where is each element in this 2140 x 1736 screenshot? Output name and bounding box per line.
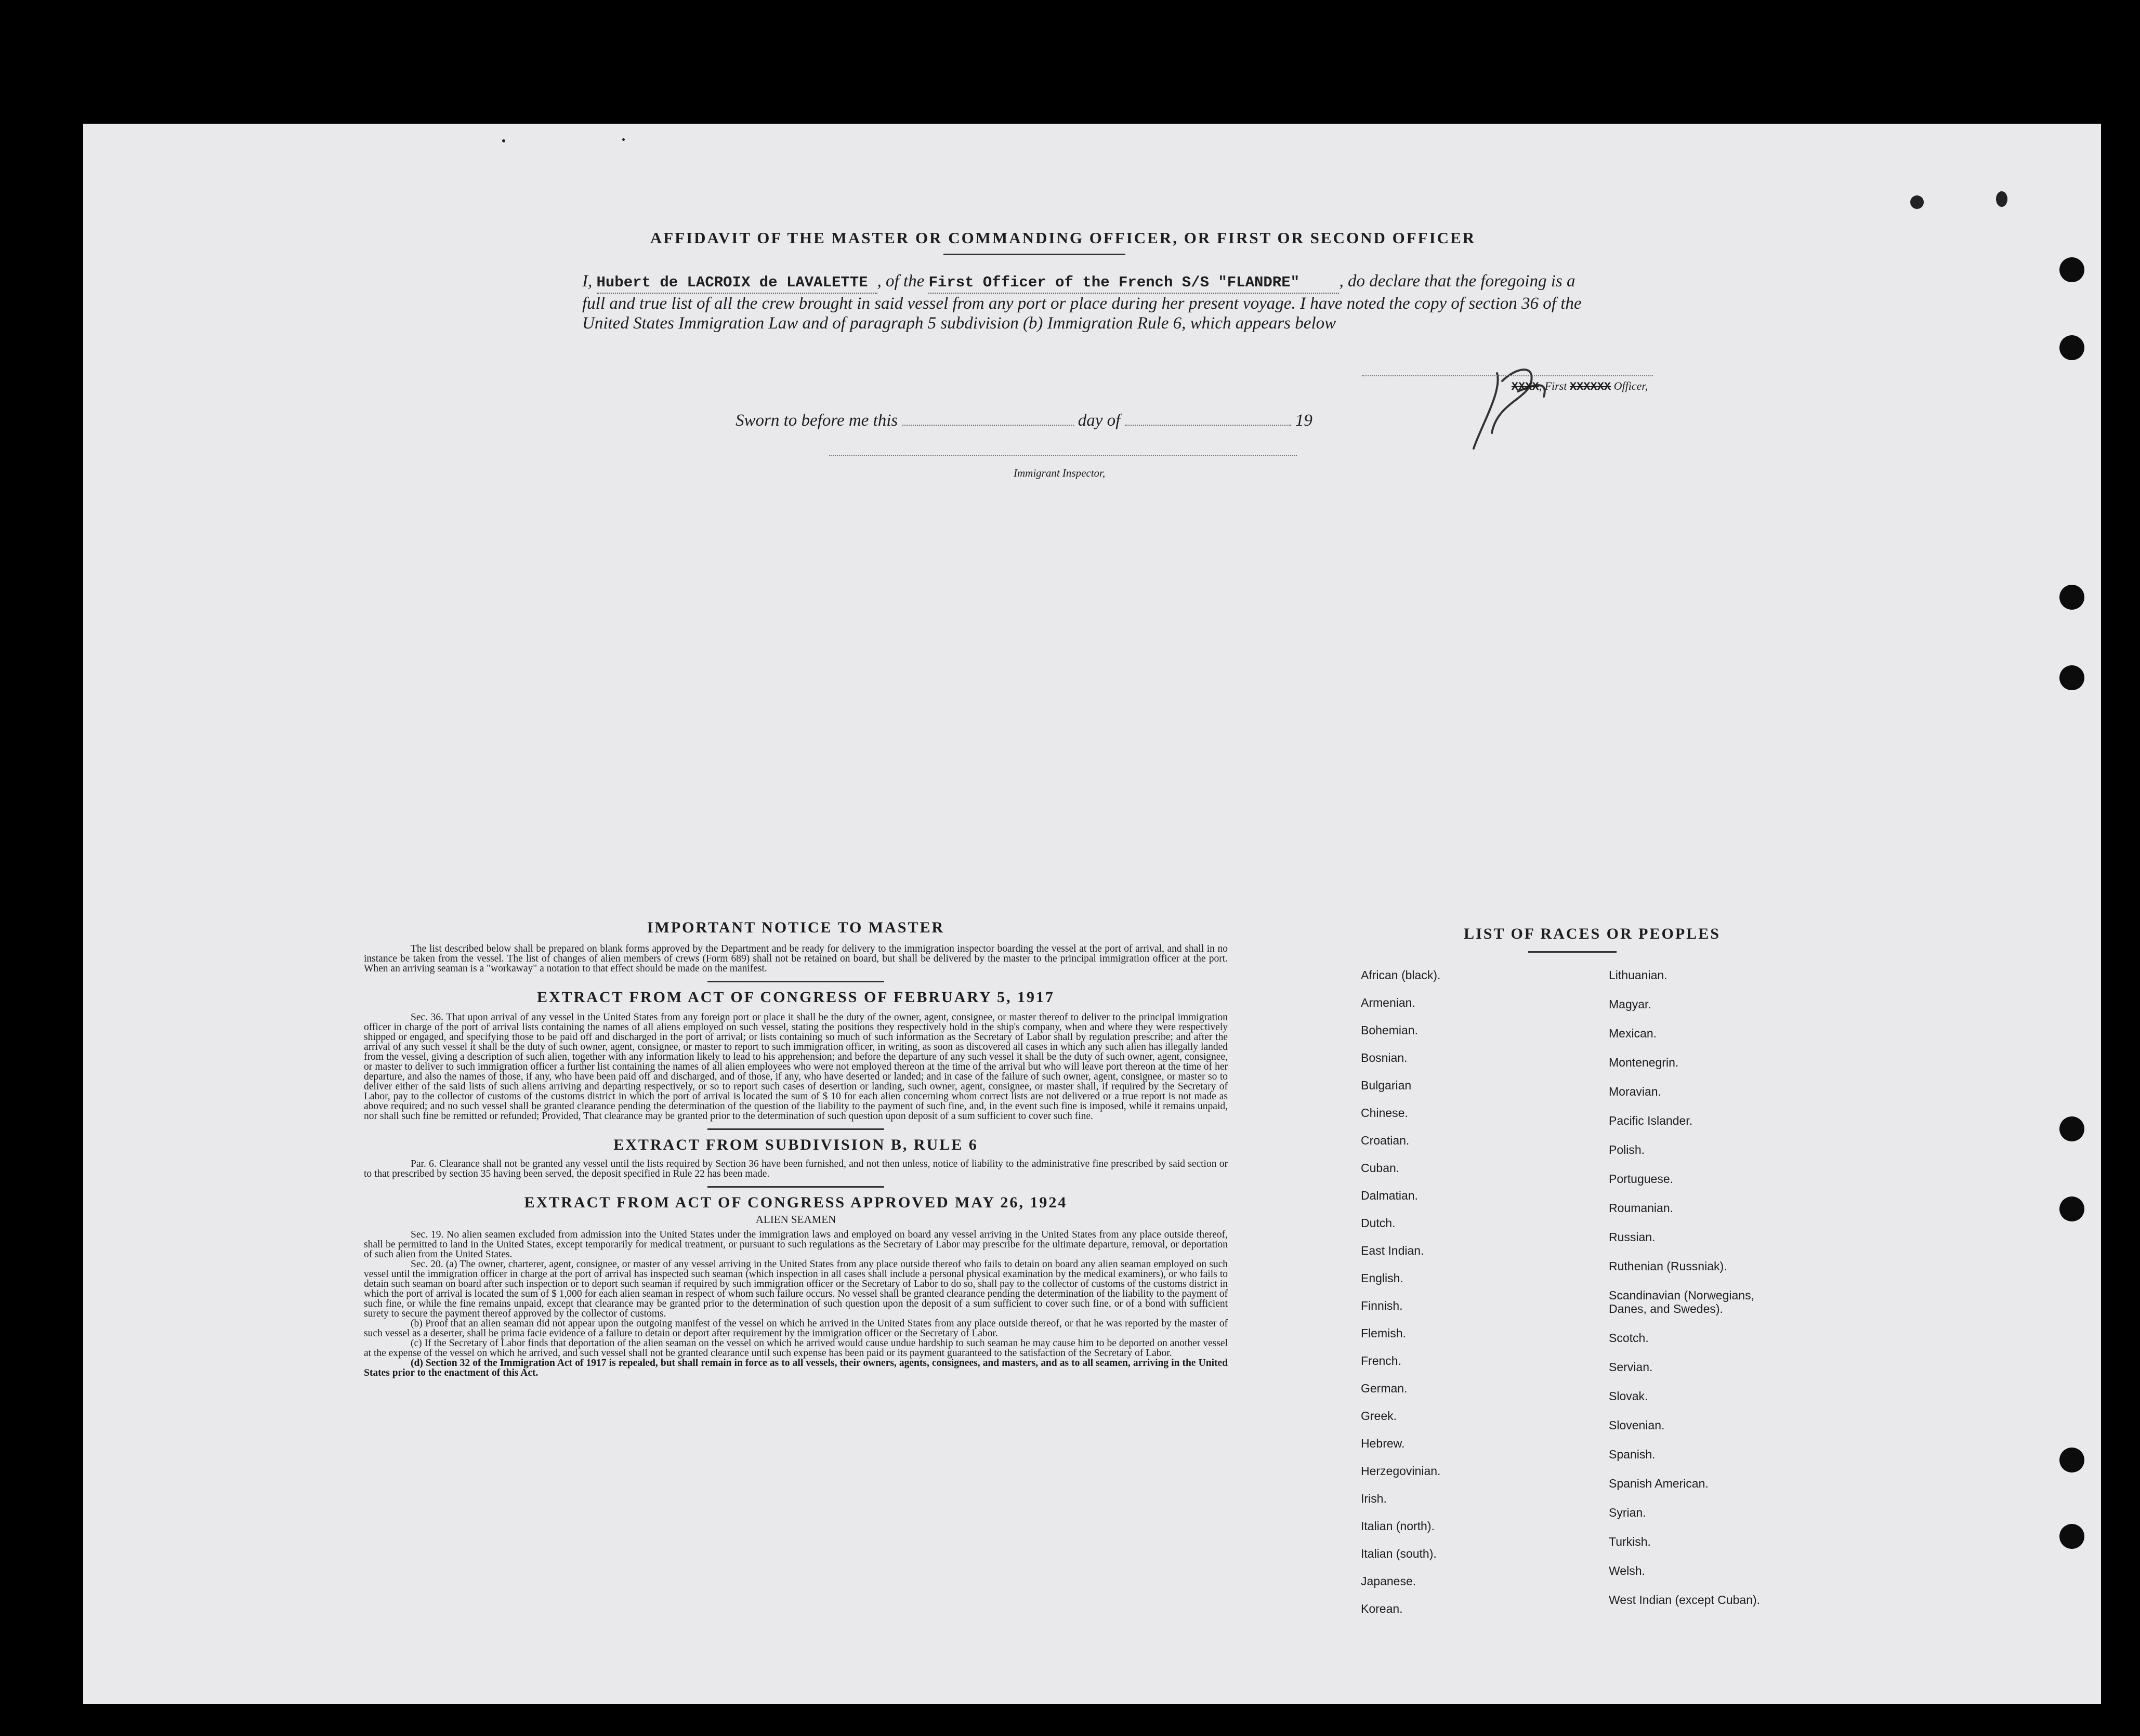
race-item: Polish. [1609,1143,1645,1156]
extract-1924-sec20d: (d) Section 32 of the Immigration Act of 1917 is repealed, but shall remain in force as to all vessels, their owners, agents, consignees, and masters, and as to all seamen, arriving in the United States prior to the enactment of this Act. [364,1358,1228,1378]
race-item: Greek. [1361,1409,1397,1423]
officer-name: Hubert de LACROIX de LAVALETTE [597,273,877,294]
affidavit-title: AFFIDAVIT OF THE MASTER OR COMMANDING OFFICER, OR FIRST OR SECOND OFFICER [650,229,1476,247]
notice-title: IMPORTANT NOTICE TO MASTER [647,919,945,936]
race-item: Scandinavian (Norwegians, Danes, and Swedes). [1609,1288,1754,1316]
race-item: Chinese. [1361,1106,1408,1120]
race-item: Italian (north). [1361,1519,1435,1533]
race-item: Roumanian. [1609,1201,1674,1215]
signature-caption: XXXX, First XXXXXX Officer, [1511,379,1648,393]
extract-1924-sec20a: Sec. 20. (a) The owner, charterer, agent, consignee, or master of any vessel arriving in the United States from any place outside thereof who fails to detain on board any alien seaman employed on such vessel until the immigration officer in charge at the port of arrival has inspected such seaman (which inspection in all cases shall include a personal physical examination by the medical examiners), or who fails to detain such seaman on board after such inspection or to deport such seaman if required by such immigration officer or the Secretary of Labor to do so, shall pay to the collector of customs of the customs district in which the port of arrival is located the sum of $ 1,000 for each alien seaman in respect of whom such failure occurs. No vessel shall be granted clearance pending the determination of the liability to the payment of such fine, or while the fine remains unpaid, except that clearance may be granted prior to the determination of such question upon the deposit of a sum sufficient to cover such fine, or of a bond with sufficient surety to secure the payment thereof approved by the collector of customs. [364,1259,1228,1319]
race-item: Japanese. [1361,1574,1416,1588]
race-item: Spanish. [1609,1448,1656,1461]
extract-1917-title: EXTRACT FROM ACT OF CONGRESS OF FEBRUARY 5, 1917 [536,989,1055,1006]
race-item: Herzegovinian. [1361,1464,1441,1478]
race-item: Moravian. [1609,1085,1661,1098]
race-item: Welsh. [1609,1564,1645,1577]
punch-hole [2059,335,2084,360]
notice-column [364,919,1228,1378]
dust-speck [1910,195,1924,209]
dust-speck [622,138,625,141]
races-column-2 [1609,968,1817,1621]
extract-1924-title: EXTRACT FROM ACT OF CONGRESS APPROVED MAY 26, 1924 [524,1194,1068,1211]
declaration-i: I, [582,272,593,291]
race-item: Mexican. [1609,1027,1657,1040]
race-item: Irish. [1361,1492,1387,1505]
race-item: Scotch. [1609,1331,1649,1345]
race-item: East Indian. [1361,1244,1424,1257]
race-item: Lithuanian. [1609,968,1668,982]
race-item: Pacific Islander. [1609,1114,1693,1127]
notice-text: The list described below shall be prepared on blank forms approved by the Department and be ready for delivery to the immigration inspector boarding the vessel at the port of arrival, and shall in no instance be taken from the vessel. The list of changes of alien members of crews (Form 689) shall not be retained on board, but shall be delivered by the master to the principal immigration officer at the port. When an arriving seaman is a "workaway" a notation to that effect should be made on the manifest. [364,943,1228,974]
races-rule [1528,951,1617,953]
race-item: English. [1361,1271,1403,1285]
inspector-signature-line [829,455,1297,456]
race-item: Montenegrin. [1609,1056,1679,1069]
punch-hole [2059,1196,2084,1221]
form-page [83,124,2101,1704]
handwritten-signature [1424,342,1580,462]
punch-hole [2059,257,2084,282]
race-item: West Indian (except Cuban). [1609,1593,1761,1607]
extract-1917-text: Sec. 36. That upon arrival of any vessel in the United States from any foreign port or place it shall be the duty of the owner, agent, consignee, or master thereof to deliver to the principal immigration officer in charge of the port of arrival lists containing the names of all aliens employed on such vessel, stating the positions they respectively hold in the ship's company, when and where they were respectively shipped or engaged, and specifying those to be paid off and discharged in the port of arrival; or lists containing so much of such information as the Secretary of Labor shall by regulation prescribe; and after the arrival of any such vessel it shall be the duty of such owner, agent, consignee, or master to report to such immigration officer, in writing, as soon as discovered all cases in which any such alien has illegally landed from the vessel, giving a description of such alien, together with any information likely to lead to his apprehension; and before the departure of any such vessel it shall be the duty of such owner, agent, consignee, or master to deliver to such immigration officer a further list containing the names of all alien employees who were not employed thereon at the time of the arrival but who will leave port thereon at the time of her departure, and also the names of those, if any, who have been paid off and discharged, and of those, if any, who have deserted or landed; and in case of the failure of such owner, agent, consignee, or master so to deliver either of the said lists of such aliens arriving and departing respectively, or so to report such cases of desertion or landing, such owner, agent, consignee, or master shall, if required by the Secretary of Labor, pay to the collector of customs of the customs district in which the port of arrival is located the sum of $ 10 for each alien concerning whom correct lists are not delivered or a true report is not made as above required; and no such vessel shall be granted clearance pending the determination of the question of the liability to the payment of such fine, and, in the event such fine is imposed, while it remains unpaid, nor shall such fine be remitted or refunded; Provided, That clearance may be granted prior to the determination of such question upon deposit of a sum sufficient to cover such fine. [364,1012,1228,1122]
punch-hole [2059,665,2084,690]
dust-speck [1996,191,2007,207]
extract-1924-sec19: Sec. 19. No alien seamen excluded from admission into the United States under the immigration laws and employed on board any vessel arriving in the United States from any place outside thereof, shall be permitted to land in the United States, except temporarily for medical treatment, or pursuant to such regulations as the Secretary of Labor may prescribe for the ultimate departure, removal, or deportation of such alien from the United States. [364,1229,1228,1260]
race-item: Flemish. [1361,1326,1406,1340]
race-item: Bosnian. [1361,1051,1408,1064]
race-item: Slovak. [1609,1389,1648,1403]
extract-1924-sec20b: (b) Proof that an alien seaman did not appear upon the outgoing manifest of the vessel on which he arrived in the United States from any place outside thereof, or that he was reported by the master of such vessel as a deserter, shall be prima facie evidence of a failure to detain or deport after requirement by the immigration officer or the Secretary of Labor. [364,1318,1228,1339]
race-item: Italian (south). [1361,1547,1437,1560]
declaration-of-the: , of the [877,272,925,291]
race-item: German. [1361,1382,1408,1395]
punch-hole [2059,1116,2084,1141]
officer-position: First Officer of the French S/S "FLANDRE" [928,273,1339,294]
race-item: Magyar. [1609,997,1651,1011]
race-item: Spanish American. [1609,1477,1709,1490]
race-item: Servian. [1609,1360,1653,1374]
race-item: Bohemian. [1361,1023,1418,1037]
title-rule [943,254,1125,255]
inspector-caption: Immigrant Inspector, [1014,467,1106,479]
race-item: Dutch. [1361,1216,1396,1230]
alien-seamen-subtitle: ALIEN SEAMEN [755,1213,836,1226]
race-item: Armenian. [1361,996,1415,1009]
race-item: Korean. [1361,1602,1403,1615]
declaration-body: that the foregoing is a full and true list of all the crew brought in said vessel from any port or place during her present voyage. I have noted the copy of section 36 of the United States Immigration Law and of paragraph 5 subdivision (b) Immigration Rule 6, which appears below [582,272,1582,333]
race-item: Portuguese. [1609,1172,1674,1186]
punch-hole [2059,1448,2084,1472]
extract-1924-sec20c: (c) If the Secretary of Labor finds that deportation of the alien seaman on the vessel on which he arrived would cause undue hardship to such seaman he may cause him to be deported on another vessel at the expense of the vessel on which he arrived, and such vessel shall not be granted clearance until such expense has been paid or its payment guaranteed to the satisfaction of the Secretary of Labor. [364,1338,1228,1359]
race-item: Turkish. [1609,1535,1651,1548]
race-item: Cuban. [1361,1161,1400,1175]
sworn-line: Sworn to before me this day of 19 [736,411,1312,430]
race-item: Russian. [1609,1230,1656,1244]
race-item: Finnish. [1361,1299,1403,1312]
extract-rule6-title: EXTRACT FROM SUBDIVISION B, RULE 6 [613,1136,978,1153]
declaration [582,271,1601,333]
punch-hole [2059,585,2084,610]
extract-rule6-text: Par. 6. Clearance shall not be granted any vessel until the lists required by Section 36 have been furnished, and not then unless, notice of liability to the administrative fine prescribed by said section or to that prescribed by section 35 having been served, the deposit specified in Rule 22 has been made. [364,1159,1228,1179]
race-item: African (black). [1361,968,1441,982]
signature-line [1362,375,1653,376]
race-item: French. [1361,1354,1401,1367]
race-item: Croatian. [1361,1134,1410,1147]
race-item: Bulgarian [1361,1079,1412,1092]
race-item: Ruthenian (Russniak). [1609,1259,1727,1273]
races-title: LIST OF RACES OR PEOPLES [1464,925,1721,942]
race-item: Slovenian. [1609,1418,1665,1432]
dust-speck [502,139,505,142]
race-item: Syrian. [1609,1506,1646,1519]
race-item: Hebrew. [1361,1437,1405,1450]
punch-hole [2059,1524,2084,1549]
race-item: Dalmatian. [1361,1189,1418,1202]
declaration-do-declare: , do declare [1339,272,1420,291]
races-column-1 [1361,968,1579,1629]
